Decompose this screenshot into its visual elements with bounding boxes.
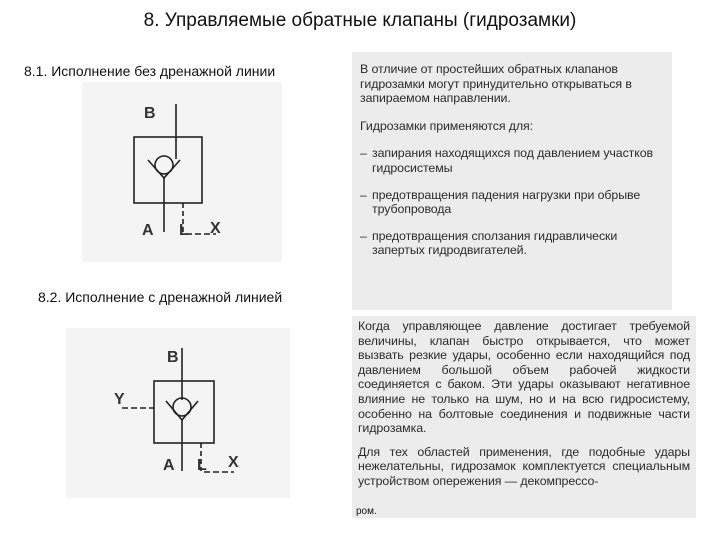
port-label-l: L [197,457,207,474]
port-label-b: B [144,105,156,122]
port-label-x: X [210,220,221,237]
scanned-text-block-1 [352,52,672,310]
list-dash: – [360,146,367,161]
scanned-text-block-2 [352,316,696,518]
uses-heading: Гидрозамки применяются для: [360,118,533,133]
port-label-a: A [163,457,175,474]
section-heading-with-drain: 8.2. Исполнение с дренажной линией [38,289,283,305]
list-dash: – [360,228,367,243]
valve-diagram-no-drain [82,82,282,262]
list-item: – предотвращения сползания гидравлически запертых гидродвигателей. [360,228,618,258]
paragraph-decompressor: Для тех областей применения, где подобные удары нежелательны, гидрозамок комплектуется специальным устройством опережения — декомпрессо- [358,444,690,488]
port-label-l: L [179,222,189,239]
valve-body [134,137,202,203]
paragraph-shock: Когда управляющее давление достигает требуемой величины, клапан быстро открывается, что может вызвать резкие удары, особенно если находящийся под давлением большой объем рабочей жидкости соединяется с баком. Эти удары оказывают негативное влияние не только на шум, но и на всю гидросистему, особенно на болтовые соединения и подвижные части гидрозамка. [358,319,690,436]
page-title: 8. Управляемые обратные клапаны (гидрозамки) [143,10,577,31]
list-item: – предотвращения падения нагрузки при обрыве трубопровода [360,187,641,217]
port-label-y: Y [114,391,125,408]
list-dash: – [360,187,367,202]
valve-body [154,381,214,443]
section-heading-no-drain: 8.1. Исполнение без дренажной линии [24,63,276,79]
intro-paragraph: В отличие от простейших обратных клапанов гидрозамки могут принудительно открываться в запираемом направлении. [360,62,632,106]
list-item: – запирания находящихся под давлением участков гидросистемы [360,146,653,175]
port-label-b: B [167,349,179,366]
text-continuation: ром. [356,506,377,517]
port-label-x: X [228,454,239,471]
valve-diagram-with-drain [66,328,290,498]
port-label-a: A [142,222,154,239]
